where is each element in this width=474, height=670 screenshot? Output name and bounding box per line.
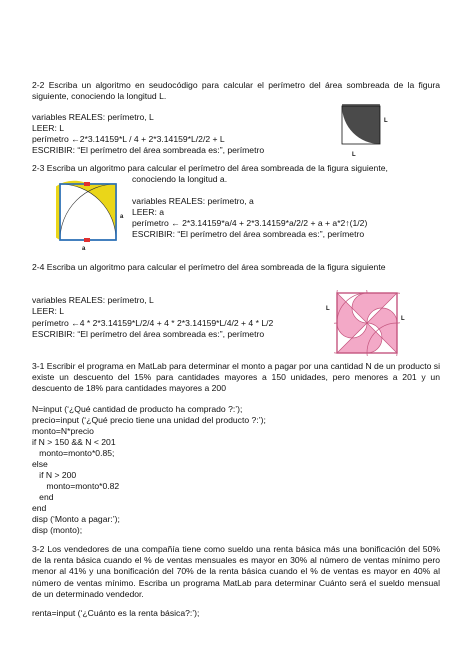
- code-line: perímetro ←4 * 2*3.14159*L/2/4 + 4 * 2*3.14159*L/4/2 + 4 * L/2: [32, 318, 274, 328]
- code-line: disp (monto);: [32, 525, 83, 535]
- figure-label: L: [326, 306, 330, 312]
- code-line: ESCRIBIR: “El perímetro del área sombreada es:”, perímetro: [32, 145, 265, 155]
- heading-3-2: 3-2 Los vendedores de una compañía tiene como sueldo una renta básica más una bonificación del 50% de la renta básica cuando el % de ventas mensuales es mayor en 30% al número de ventas mínimo pero menor al 41% y una bonificación del 70% de la renta básica cuando el % de ventas es mayor en 40% al número de ventas mínimo. Escriba un programa MatLab para determinar Cuánto será el sueldo mensual de un determinado vendedor.: [32, 544, 440, 599]
- heading-2-3-line2: conociendo la longitud a.: [132, 174, 228, 184]
- code-line: monto=monto*0.85;: [32, 448, 115, 458]
- heading-2-3-line1: 2-3 Escriba un algoritmo para calcular el perímetro del área sombreada de la figura siguiente,: [32, 163, 388, 173]
- code-line: LEER: L: [32, 123, 65, 133]
- code-line: N=input (‘¿Qué cantidad de producto ha comprado ?:’);: [32, 404, 243, 414]
- code-line: if N > 200: [32, 470, 77, 480]
- figure-2-3: [56, 180, 120, 244]
- code-line: precio=input (‘¿Qué precio tiene una unidad del producto ?:’);: [32, 415, 266, 425]
- code-line: variables REALES: perímetro, L: [32, 112, 154, 122]
- code-line: LEER: a: [132, 207, 165, 217]
- code-line: monto=monto*0.82: [32, 481, 120, 491]
- code-line: end: [32, 503, 47, 513]
- figure-label: L: [401, 316, 405, 322]
- code-line: monto=N*precio: [32, 426, 94, 436]
- code-line: ESCRIBIR: “El perímetro del área sombreada es:”, perímetro: [132, 229, 365, 239]
- code-line: renta=input (‘¿Cuánto es la renta básica?:’);: [32, 608, 200, 618]
- figure-label: a: [82, 246, 86, 252]
- code-line: variables REALES: perímetro, a: [132, 196, 254, 206]
- code-line: perímetro ←2*3.14159*L / 4 + 2*3.14159*L/2/2 + L: [32, 134, 225, 144]
- code-line: end: [32, 492, 54, 502]
- code-line: LEER: L: [32, 306, 65, 316]
- figure-2-2: [340, 104, 390, 152]
- code-line: perímetro ← 2*3.14159*a/4 + 2*3.14159*a/2/2 + a + a*2↑(1/2): [132, 218, 368, 228]
- code-line: variables REALES: perímetro, L: [32, 295, 154, 305]
- heading-2-4: 2-4 Escriba un algoritmo para calcular el perímetro del área sombreada de la figura siguiente: [32, 262, 386, 272]
- figure-label: a: [120, 214, 124, 220]
- code-line: else: [32, 459, 48, 469]
- code-line: ESCRIBIR: “El perímetro del área sombreada es:”, perímetro: [32, 329, 265, 339]
- code-line: disp (‘Monto a pagar:’);: [32, 514, 120, 524]
- code-line: if N > 150 && N < 201: [32, 437, 116, 447]
- heading-3-1: 3-1 Escribir el programa en MatLab para determinar el monto a pagar por una cantidad N de un producto si existe un descuento del 15% para cantidades mayores a 150 unidades, pero menores a 201 y un descuento de 18% para cantidades mayores a 200: [32, 361, 440, 394]
- figure-label: L: [352, 152, 356, 158]
- heading-2-2: 2-2 Escriba un algoritmo en seudocódigo para calcular el perímetro del área sombreada de la figura siguiente, conociendo la longitud L.: [32, 80, 440, 102]
- figure-2-4: [334, 290, 400, 356]
- figure-label: L: [384, 118, 388, 124]
